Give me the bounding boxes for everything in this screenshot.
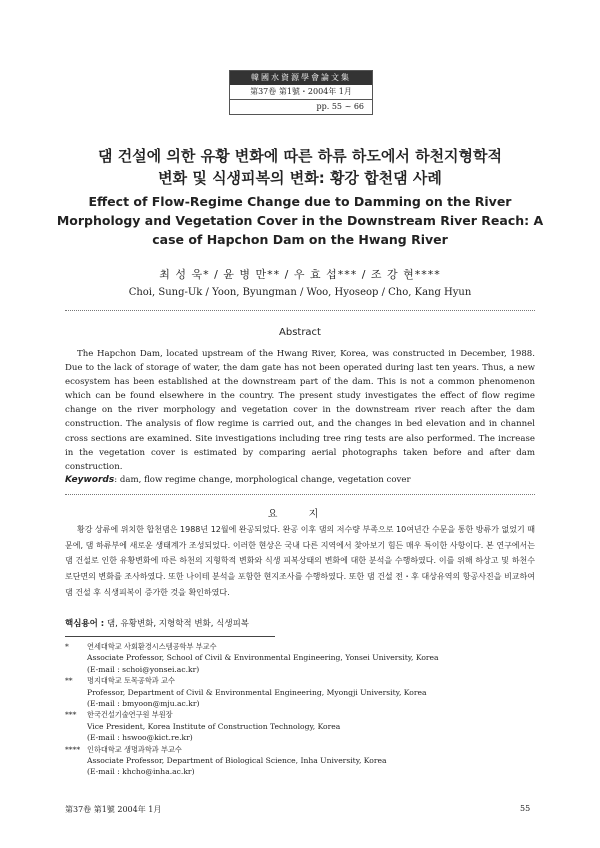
footnote-email: (E-mail : hswoo@kict.re.kr) — [87, 733, 193, 743]
authors-korean: 최 성 욱* / 윤 병 만** / 우 효 섭*** / 조 강 현**** — [159, 268, 441, 281]
korean-title-line1: 댐 건설에 의한 유황 변화에 따른 하류 하도에서 하천지형학적 — [97, 147, 503, 165]
page-number: 55 — [520, 804, 531, 813]
footnote-english: Vice President, Korea Institute of Construction Technology, Korea — [87, 721, 341, 731]
footnote-mark: **** — [65, 744, 81, 754]
footnote-korean: 한국건설기술연구원 부원장 — [87, 710, 173, 720]
journal-pages: pp. 55 ~ 66 — [316, 102, 364, 111]
divider — [65, 310, 535, 311]
footnote-rule — [65, 636, 275, 637]
english-title: Effect of Flow-Regime Change due to Damming on the River Morphology and Vegetation Cover in the Downstream River Reach: A case of Hapchon Dam on the Hwang River — [56, 194, 544, 247]
keywords-label: Keywords — [65, 475, 115, 485]
journal-header-box — [229, 70, 373, 115]
footnote — [65, 675, 535, 709]
keywords — [65, 475, 535, 485]
keywords-list: : dam, flow regime change, morphological change, vegetation cover — [114, 475, 411, 485]
journal-name: 韓國水資源學會論文集 — [230, 71, 372, 85]
footnote — [65, 641, 535, 675]
divider — [65, 494, 535, 495]
abstract-heading: Abstract — [279, 327, 321, 338]
footnote — [65, 744, 535, 778]
korean-keywords-list: 댐, 유황변화, 지형학적 변화, 식생피복 — [104, 619, 249, 629]
footnote-mark: *** — [65, 710, 77, 720]
korean-title — [0, 145, 600, 189]
korean-abstract-heading: 요 지 — [267, 509, 333, 520]
abstract-body: The Hapchon Dam, located upstream of the Hwang River, Korea, was constructed in December, 1988. Due to the lack of storage of water, the dam gate has not been operated during last ten years. Thus, a new ecosystem has been established at the downstream part of the dam. This is not a common phenomenon which can be found elsewhere in the country. The present study investigates the effect of flow regime change on the river morphology and vegetation cover in the downstream river reach after the dam construction. The analysis of flow regime is carried out, and the changes in bed elevation and in channel cross sections are examined. Site investigations including tree ring tests are also performed. The increase in the vegetation cover is estimated by comparing aerial photographs taken before and after dam construction. — [65, 349, 535, 472]
footnote-korean: 인하대학교 생명과학과 부교수 — [87, 744, 182, 754]
authors-english: Choi, Sung-Uk / Yoon, Byungman / Woo, Hyoseop / Cho, Kang Hyun — [128, 287, 472, 298]
footnote-email: (E-mail : schoi@yonsei.ac.kr) — [87, 664, 200, 674]
korean-keywords — [65, 617, 535, 629]
footnote — [65, 709, 535, 743]
korean-keywords-label: 핵심용어 : — [65, 619, 105, 629]
footnote-email: (E-mail : bmyoon@mju.ac.kr) — [87, 699, 200, 709]
footer-journal-issue: 第37卷 第1號 2004年 1月 — [65, 805, 162, 814]
journal-volume: 第37卷 第1號・2004年 1月 — [230, 85, 372, 100]
footnote-korean: 연세대학교 사회환경시스템공학부 부교수 — [87, 642, 217, 651]
korean-abstract-body: 황강 상류에 위치한 합천댐은 1988년 12월에 완공되었다. 완공 이후 댐의 저수량 부족으로 10여년간 수문을 통한 방류가 없었기 때문에, 댐 하류부에 새로운 생태계가 조성되었다. 이러한 현상은 국내 다른 지역에서 찾아보기 힘든 매우 특이한 사항이다. 본 연구에서는 댐 건설로 인한 유황변화에 따른 하천의 지형학적 변화와 식생 피복상태의 변화에 대한 분석을 수행하였다. 이를 위해 하상고 및 하천수로단면의 변화를 조사하였다. 또한 나이테 분석을 포함한 현지조사를 수행하였다. 또한 댐 건설 전・후 대상유역의 항공사진을 비교하여 댐 건설 후 식생피복이 증가한 것을 확인하였다. — [65, 525, 535, 597]
korean-title-line2: 변화 및 식생피복의 변화: 황강 합천댐 사례 — [158, 169, 442, 187]
footnote-korean: 명지대학교 토목공학과 교수 — [87, 676, 175, 686]
footnote-english: Associate Professor, School of Civil & Environmental Engineering, Yonsei University, Korea — [87, 653, 439, 663]
footnote-mark: * — [65, 642, 69, 651]
footnotes — [65, 641, 535, 778]
footnote-english: Professor, Department of Civil & Environmental Engineering, Myongji University, Korea — [87, 687, 427, 697]
footnote-mark: ** — [65, 676, 73, 686]
footnote-english: Associate Professor, Department of Biological Science, Inha University, Korea — [87, 756, 387, 766]
footnote-email: (E-mail : khcho@inha.ac.kr) — [87, 767, 195, 777]
